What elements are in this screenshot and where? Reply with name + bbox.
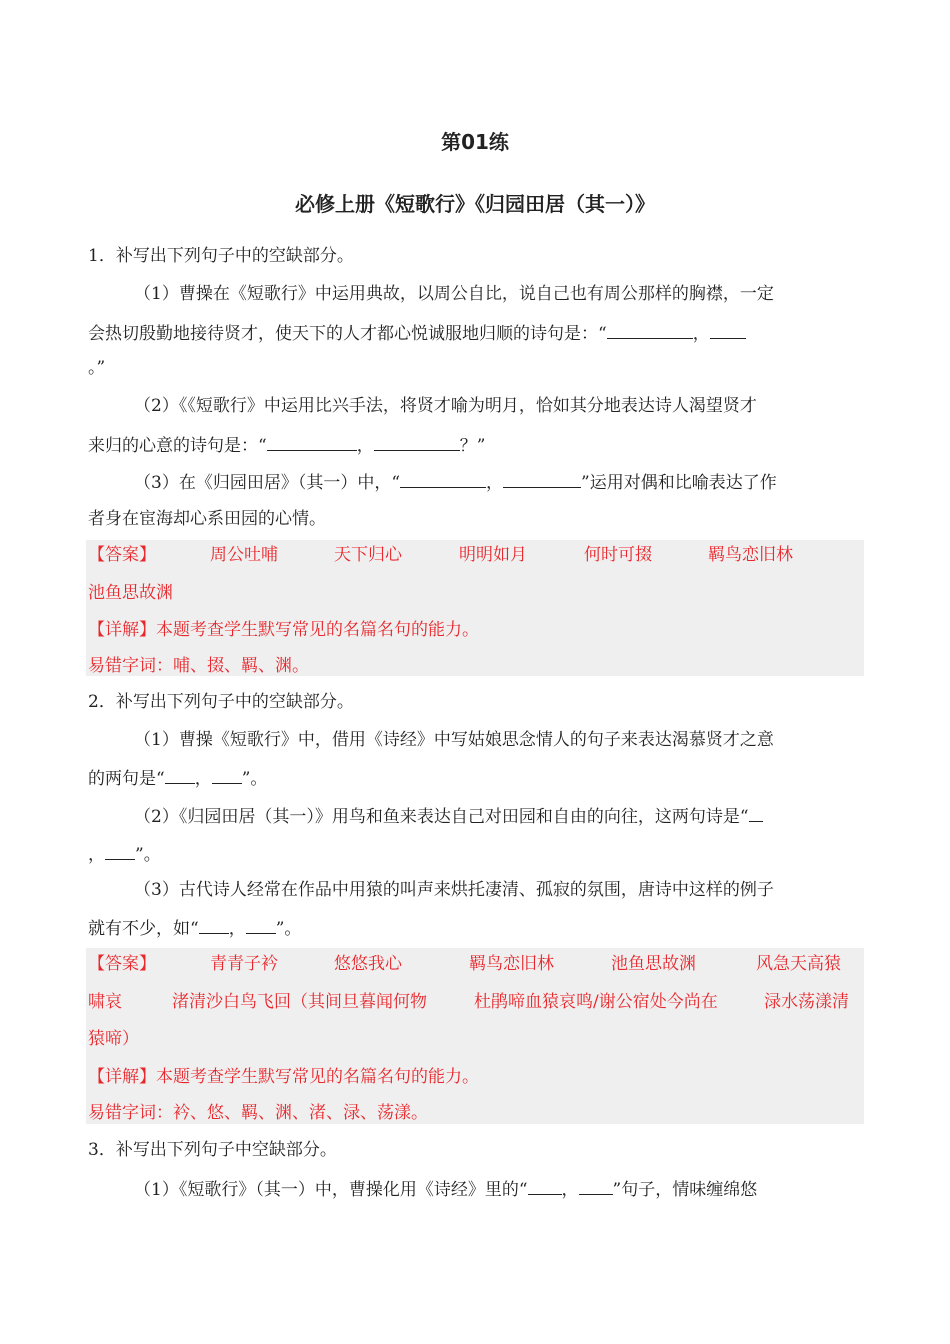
q1-answer-5: 羁鸟恋旧林 <box>708 545 793 565</box>
q2-part3-line1: （3）古代诗人经常在作品中用猿的叫声来烘托凄清、孤寂的氛围，唐诗中这样的例子 <box>134 880 774 900</box>
q2-blank-5[interactable] <box>199 915 229 934</box>
q3-blank-1[interactable] <box>528 1176 562 1195</box>
q1-part3-line2: 者身在宦海却心系田园的心情。 <box>88 509 326 529</box>
q1-sep: ， <box>692 324 710 344</box>
q2-answer-7: 渚清沙白鸟飞回（其间旦暮闻何物 <box>172 992 427 1012</box>
q3-part1-text: （1）《短歌行》（其一）中，曹操化用《诗经》里的“ <box>134 1180 528 1200</box>
q2-part1-text: 的两句是“ <box>88 769 165 789</box>
q1-blank-5[interactable] <box>400 469 486 488</box>
q1-part1-line1: （1）曹操在《短歌行》中运用典故，以周公自比，说自己也有周公那样的胸襟，一定 <box>134 284 774 304</box>
q2-blank-4[interactable] <box>105 841 135 860</box>
page-subtitle: 必修上册《短歌行》《归园田居（其一）》 <box>295 192 655 216</box>
q1-answer-6: 池鱼思故渊 <box>88 583 173 603</box>
q1-detail <box>88 618 479 642</box>
q1-part3-end: ”运用对偶和比喻表达了作 <box>581 473 777 493</box>
q2-part2-line1 <box>134 803 763 829</box>
page-title: 第01练 <box>441 130 509 154</box>
q2-blank-1[interactable] <box>165 765 195 784</box>
q3-part1-line1 <box>134 1176 757 1202</box>
q2-part2-line2 <box>88 841 161 867</box>
q2-detail-text: 本题考查学生默写常见的名篇名句的能力。 <box>156 1067 479 1087</box>
q1-part2-text: 来归的心意的诗句是：“ <box>88 436 267 456</box>
q2-answer-5: 风急天高猿 <box>756 954 841 974</box>
q2-sep: ， <box>228 919 246 939</box>
q2-part3-line2 <box>88 915 301 941</box>
q1-answer-3: 明明如月 <box>459 545 527 565</box>
q2-blank-6[interactable] <box>246 915 276 934</box>
q2-detail-label: 【详解】 <box>88 1067 156 1087</box>
q2-part2-end: ”。 <box>135 845 161 865</box>
q1-answer-4: 何时可掇 <box>584 545 652 565</box>
q3-part1-end: ”句子，情味缠绵悠 <box>612 1180 758 1200</box>
q2-part3-text: 就有不少，如“ <box>88 919 199 939</box>
q1-part1-line2 <box>88 320 746 346</box>
q3-blank-2[interactable] <box>579 1176 613 1195</box>
q3-sep: ， <box>561 1180 579 1200</box>
q2-answer-10: 猿啼） <box>88 1029 139 1049</box>
q2-part1-line1: （1）曹操《短歌行》中，借用《诗经》中写姑娘思念情人的句子来表达渴慕贤才之意 <box>134 730 774 750</box>
q3-stem: 3．补写出下列句子中空缺部分。 <box>88 1140 337 1160</box>
q1-detail-label: 【详解】 <box>88 620 156 640</box>
q1-answer-2: 天下归心 <box>334 545 402 565</box>
q2-answer-8: 杜鹃啼血猿哀鸣/谢公宿处今尚在 <box>474 992 718 1012</box>
q1-typo: 易错字词：哺、掇、羁、渊。 <box>88 656 309 676</box>
q2-blank-2[interactable] <box>212 765 242 784</box>
q2-blank-3[interactable] <box>749 803 763 822</box>
q2-answer-4: 池鱼思故渊 <box>611 954 696 974</box>
q2-part2-text: （2）《归园田居（其一）》用鸟和鱼来表达自己对田园和自由的向往，这两句诗是“ <box>134 807 749 827</box>
q1-part1-text: 会热切殷勤地接待贤才，使天下的人才都心悦诚服地归顺的诗句是：“ <box>88 324 607 344</box>
q2-answer-label: 【答案】 <box>88 954 156 974</box>
q2-answer-9: 渌水荡漾清 <box>764 992 849 1012</box>
q1-answer-label: 【答案】 <box>88 545 156 565</box>
q1-part2-end: ？” <box>459 436 486 456</box>
q2-part1-line2 <box>88 765 267 791</box>
q2-sep: ， <box>88 845 105 865</box>
q2-answer-2: 悠悠我心 <box>334 954 402 974</box>
q2-stem: 2．补写出下列句子中的空缺部分。 <box>88 692 354 712</box>
q2-answer-1: 青青子衿 <box>210 954 278 974</box>
q1-blank-4[interactable] <box>374 432 460 451</box>
q2-answer-6: 啸哀 <box>88 992 122 1012</box>
q1-stem: 1．补写出下列句子中的空缺部分。 <box>88 246 354 266</box>
q2-sep: ， <box>194 769 212 789</box>
q1-blank-3[interactable] <box>267 432 357 451</box>
q1-blank-2[interactable] <box>710 320 746 339</box>
q1-blank-1[interactable] <box>607 320 693 339</box>
q1-detail-text: 本题考查学生默写常见的名篇名句的能力。 <box>156 620 479 640</box>
q1-part3-text: （3）在《归园田居》（其一）中，“ <box>134 473 401 493</box>
q1-part2-line1: （2）《《短歌行》中运用比兴手法，将贤才喻为明月，恰如其分地表达诗人渴望贤才 <box>134 396 757 416</box>
q1-blank-6[interactable] <box>503 469 581 488</box>
q1-part3-line1 <box>134 469 777 495</box>
q1-sep: ， <box>356 436 374 456</box>
q2-detail <box>88 1065 479 1089</box>
q1-sep: ， <box>486 473 504 493</box>
q1-part2-line2 <box>88 432 485 458</box>
q2-answer-3: 羁鸟恋旧林 <box>469 954 554 974</box>
q2-part3-end: ”。 <box>275 919 302 939</box>
q1-part1-line3: 。” <box>88 358 106 378</box>
q2-typo: 易错字词：衿、悠、羁、渊、渚、渌、荡漾。 <box>88 1103 428 1123</box>
q2-part1-end: ”。 <box>241 769 268 789</box>
q1-answer-1: 周公吐哺 <box>210 545 278 565</box>
